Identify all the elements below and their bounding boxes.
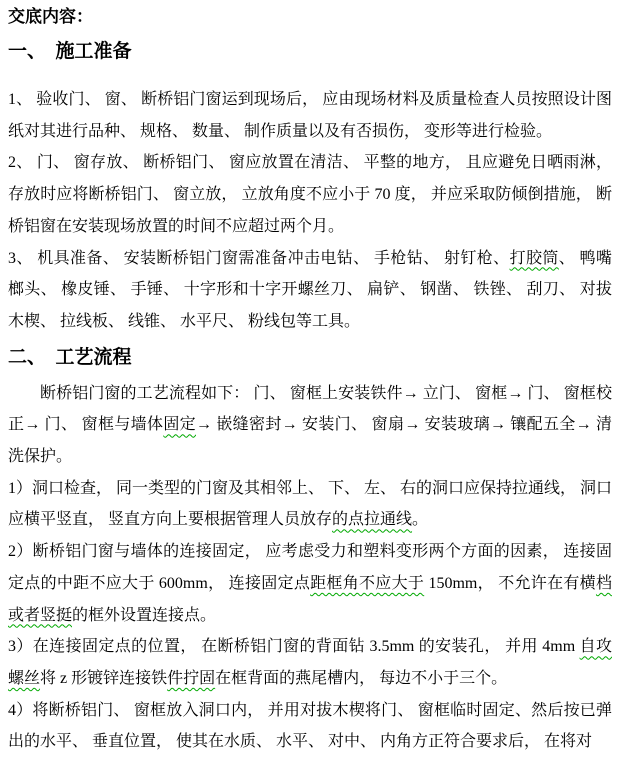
text-run: 3、 机具准备、 安装断桥铝门窗需准备冲击电钻、 手枪钻、 射钉枪、 bbox=[8, 249, 510, 267]
spellcheck-wavy-underline: 的点拉通线 bbox=[332, 511, 413, 529]
section-heading: 二、 工艺流程 bbox=[8, 346, 132, 368]
text-run: 3）在连接固定点的位置， 在断桥铝门窗的背面钻 3.5mm 的安装孔， 并用 4mm bbox=[8, 638, 580, 656]
paragraph bbox=[8, 473, 612, 536]
text-run: 的框外设置连接点。 bbox=[72, 606, 217, 624]
spellcheck-wavy-underline: 档或者竖挺 bbox=[8, 574, 612, 624]
text-run: 、 鸭嘴榔头、 橡皮锤、 手锤、 十字形和十字开螺丝刀、 扁铲、 钢凿、 铁锉、 刮刀、 对拔木楔、 拉线板、 线锥、 水平尺、 粉线包等工具。 bbox=[8, 249, 612, 330]
paragraph bbox=[8, 378, 612, 473]
spellcheck-wavy-underline: 自攻螺丝 bbox=[8, 638, 612, 687]
paragraph bbox=[8, 536, 612, 631]
text-run: 2）断桥铝门窗与墙体的连接固定， 应考虑受力和塑料变形两个方面的因素， 连接固定点的中距不应大于 600mm， 连接固定点 bbox=[8, 543, 612, 592]
text-run: 4）将断桥铝门、 窗框放入洞口内， 并用对拔木楔将门、 窗框临时固定、然后按已弹出的水平、 垂直位置， 使其在水质、 水平、 对中、 内角方正符合要求后， 在将对 bbox=[8, 701, 612, 751]
text-run: 1、 验收门、 窗、 断桥铝门窗运到现场后， 应由现场材料及质量检查人员按照设计图纸对其进行品种、 规格、 数量、 制作质量以及有否损伤， 变形等进行检验。 bbox=[8, 91, 612, 140]
spellcheck-wavy-underline: 距框角不应大于 bbox=[310, 574, 425, 592]
spellcheck-wavy-underline: 件拧固 bbox=[167, 669, 216, 687]
paragraph bbox=[8, 695, 612, 758]
text-run: 在框背面的燕尾槽内， 每边不小于三个。 bbox=[215, 669, 508, 687]
text-run: 150mm， 不允许在有横 bbox=[424, 574, 596, 592]
text-run: 断桥铝门窗的工艺流程如下： 门、 窗框上安装铁件→ 立门、 窗框→ 门、 窗框校正→ 门、 窗框与墙体 bbox=[8, 384, 612, 434]
text-run: 。 bbox=[412, 511, 429, 529]
text-run: → 嵌缝密封→ 安装门、 窗扇→ 安装玻璃→ 镶配五全→ 清洗保护。 bbox=[8, 416, 612, 466]
text-run: 1）洞口检查， 同一类型的门窗及其相邻上、 下、 左、 右的洞口应保持拉通线， 洞口应横平竖直， 竖直方向上要根据管理人员放存 bbox=[8, 479, 613, 529]
paragraph bbox=[8, 84, 612, 147]
document-body bbox=[8, 40, 612, 758]
document-title: 交底内容： bbox=[8, 7, 93, 26]
section-heading: 一、 施工准备 bbox=[8, 41, 132, 62]
spellcheck-wavy-underline: 打胶筒 bbox=[509, 249, 559, 267]
paragraph bbox=[8, 631, 612, 694]
paragraph bbox=[8, 243, 612, 338]
spellcheck-wavy-underline: 固定 bbox=[163, 416, 196, 434]
text-run: 2、 门、 窗存放、 断桥铝门、 窗应放置在清洁、 平整的地方， 且应避免日晒雨淋，存放时应将断桥铝门、 窗立放， 立放角度不应小于 70 度， 并应采取防倾倒措施， 断桥铝窗在安装现场放置的时间不应超过两个月。 bbox=[8, 154, 612, 235]
text-run: 将 z 形镀锌连接铁 bbox=[40, 669, 168, 687]
paragraph bbox=[8, 147, 612, 242]
